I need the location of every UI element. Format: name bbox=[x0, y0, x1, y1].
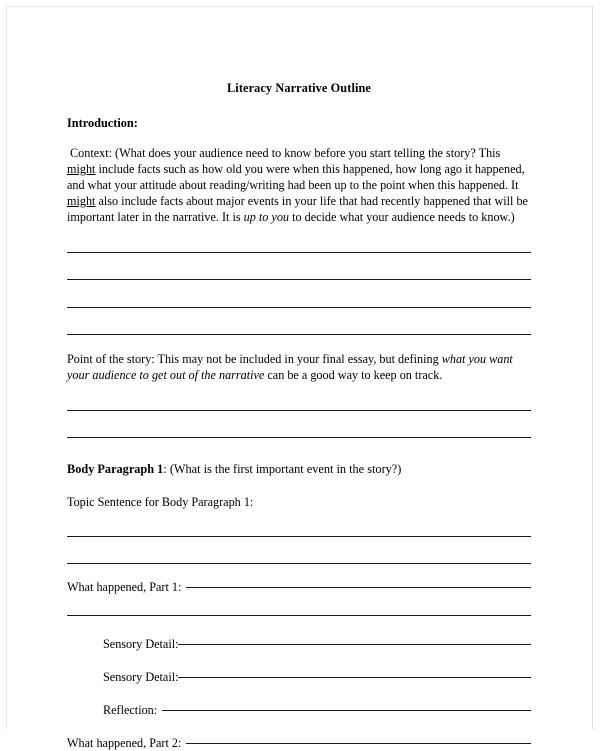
writing-rule[interactable] bbox=[67, 307, 531, 308]
page-title: Literacy Narrative Outline bbox=[227, 81, 371, 95]
writing-rule[interactable] bbox=[67, 536, 531, 537]
field-label: Reflection: bbox=[103, 702, 158, 717]
section-heading-introduction: Introduction: bbox=[67, 116, 138, 130]
point-of-story-paragraph bbox=[67, 352, 531, 383]
spacer bbox=[67, 718, 531, 736]
context-paragraph bbox=[67, 145, 531, 225]
field-blank[interactable] bbox=[162, 710, 531, 711]
point-of-story-answer-rules bbox=[67, 410, 531, 438]
context-emphasis-might-2: might bbox=[67, 194, 96, 209]
field-label: What happened, Part 2: bbox=[67, 735, 182, 750]
context-lead: Context: (What does your audience need to know before you start telling the story? This bbox=[70, 146, 501, 160]
field-label: What happened, Part 1: bbox=[67, 579, 182, 594]
topic-sentence-answer-rules bbox=[67, 536, 531, 564]
spacer bbox=[67, 438, 531, 462]
document-content bbox=[67, 7, 531, 751]
field-label: Sensory Detail: bbox=[103, 669, 179, 684]
body-paragraph-1-question: : (What is the first important event in the story?) bbox=[163, 461, 402, 476]
field-reflection[interactable] bbox=[67, 703, 531, 718]
spacer bbox=[67, 685, 531, 703]
context-mid-2: also include facts about major events in your life that had recently happened that will be important later in the narrative. It is bbox=[67, 194, 528, 225]
field-blank[interactable] bbox=[186, 587, 531, 588]
context-answer-rules bbox=[67, 252, 531, 336]
field-blank[interactable] bbox=[178, 677, 531, 678]
spacer bbox=[67, 564, 531, 580]
document-page bbox=[6, 6, 593, 750]
point-of-story-tail: can be a good way to keep on track. bbox=[264, 368, 443, 383]
field-blank[interactable] bbox=[186, 743, 531, 744]
writing-rule[interactable] bbox=[67, 410, 531, 411]
context-tail: to decide what your audience needs to know.) bbox=[289, 210, 515, 225]
field-label: Sensory Detail: bbox=[103, 636, 179, 651]
context-emphasis-might-1: might bbox=[67, 162, 96, 177]
field-what-happened-part-1[interactable] bbox=[67, 580, 531, 595]
section-heading-body-paragraph-1 bbox=[67, 462, 531, 477]
point-of-story-italic: what you want your audience to get out of the narrative bbox=[67, 352, 513, 383]
writing-rule[interactable] bbox=[67, 279, 531, 280]
field-sensory-detail-1[interactable] bbox=[67, 637, 531, 652]
writing-rule[interactable] bbox=[67, 252, 531, 253]
topic-sentence-label: Topic Sentence for Body Paragraph 1: bbox=[67, 494, 254, 509]
context-mid-1: include facts such as how old you were when this happened, how long ago it happened, and what your attitude about reading/writing had been up to the point when this happened. It bbox=[67, 162, 525, 193]
writing-rule[interactable] bbox=[67, 334, 531, 335]
body-paragraph-1-label: Body Paragraph 1 bbox=[67, 461, 164, 476]
field-sensory-detail-2[interactable] bbox=[67, 670, 531, 685]
spacer bbox=[67, 652, 531, 670]
field-what-happened-part-2[interactable] bbox=[67, 736, 531, 751]
context-italic-up-to-you: up to you bbox=[243, 210, 290, 225]
field-blank[interactable] bbox=[178, 644, 531, 645]
spacer bbox=[67, 616, 531, 637]
point-of-story-lead: Point of the story: This may not be included in your final essay, but defining bbox=[67, 352, 442, 367]
